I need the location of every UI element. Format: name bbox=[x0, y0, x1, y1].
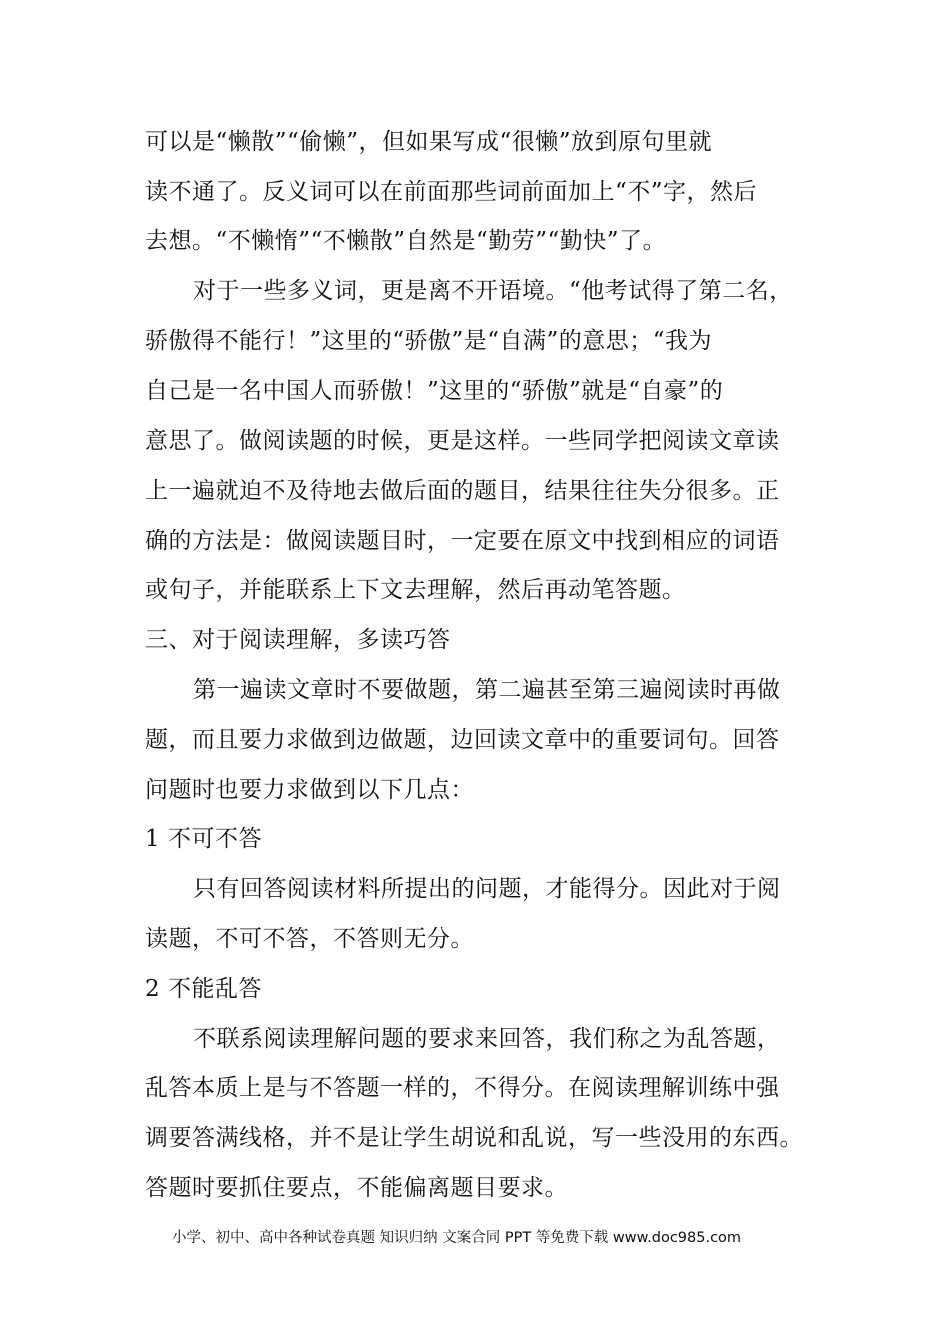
body-line: 可以是“懒散”“偷懒”，但如果写成“很懒”放到原句里就 bbox=[145, 129, 713, 155]
body-line: 调要答满线格，并不是让学生胡说和乱说，写一些没用的东西。 bbox=[145, 1125, 803, 1151]
body-line: 只有回答阅读材料所提出的问题，才能得分。因此对于阅 bbox=[193, 876, 781, 902]
body-line: 读题，不可不答，不答则无分。 bbox=[145, 926, 474, 952]
subheading: 1 不可不答 bbox=[145, 826, 262, 852]
body-line: 题，而且要力求做到边做题，边回读文章中的重要词句。回答 bbox=[145, 727, 780, 753]
body-line: 乱答本质上是与不答题一样的，不得分。在阅读理解训练中强 bbox=[145, 1075, 780, 1101]
body-line: 问题时也要力求做到以下几点： bbox=[145, 777, 474, 803]
body-line: 读不通了。反义词可以在前面那些词前面加上“不”字，然后 bbox=[145, 179, 758, 205]
section-heading: 三、对于阅读理解，多读巧答 bbox=[145, 627, 451, 653]
body-line: 答题时要抓住要点，不能偏离题目要求。 bbox=[145, 1175, 568, 1201]
subheading: 2 不能乱答 bbox=[145, 976, 262, 1002]
body-line: 骄傲得不能行！”这里的“骄傲”是“自满”的意思；“我为 bbox=[145, 328, 713, 354]
body-line: 自己是一名中国人而骄傲！”这里的“骄傲”就是“自豪”的 bbox=[145, 378, 724, 404]
body-line: 对于一些多义词，更是离不开语境。“他考试得了第二名， bbox=[193, 278, 793, 304]
body-line: 第一遍读文章时不要做题，第二遍甚至第三遍阅读时再做 bbox=[193, 677, 781, 703]
footer-watermark: 小学、初中、高中各种试卷真题 知识归纳 文案合同 PPT 等免费下载 www.doc985.com bbox=[172, 1230, 742, 1246]
body-line: 不联系阅读理解问题的要求来回答，我们称之为乱答题， bbox=[193, 1026, 781, 1052]
body-line: 意思了。做阅读题的时候，更是这样。一些同学把阅读文章读 bbox=[145, 428, 780, 454]
body-line: 去想。“不懒惰”“不懒散”自然是“勤劳”“勤快”了。 bbox=[145, 228, 667, 254]
body-line: 确的方法是：做阅读题目时，一定要在原文中找到相应的词语 bbox=[145, 528, 780, 554]
body-line: 上一遍就迫不及待地去做后面的题目，结果往往失分很多。正 bbox=[145, 478, 780, 504]
body-line: 或句子，并能联系上下文去理解，然后再动笔答题。 bbox=[145, 577, 686, 603]
